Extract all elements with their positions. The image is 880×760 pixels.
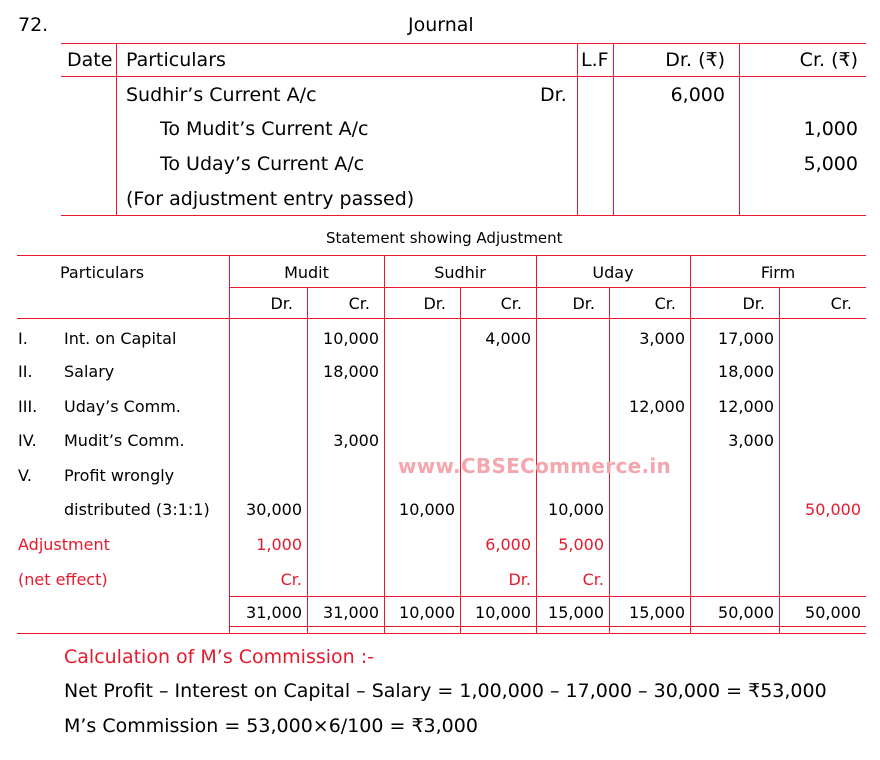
credit-amount: 5,000 bbox=[803, 153, 858, 175]
question-number: 72. bbox=[18, 14, 49, 36]
journal-divider bbox=[577, 43, 578, 215]
total-value: 50,000 bbox=[805, 603, 861, 622]
credit-account: To Uday’s Current A/c bbox=[160, 153, 365, 175]
watermark: www.CBSECommerce.in bbox=[398, 454, 672, 478]
cell-value: 10,000 bbox=[399, 500, 455, 519]
column-divider bbox=[779, 287, 780, 633]
total-value: 31,000 bbox=[246, 603, 302, 622]
cell-value: 17,000 bbox=[718, 329, 774, 348]
header-dr: Dr. (₹) bbox=[665, 49, 725, 71]
cell-value: 50,000 bbox=[805, 500, 861, 519]
journal-divider bbox=[116, 43, 117, 215]
totals-double-rule bbox=[229, 626, 866, 627]
subheader-dr: Dr. bbox=[423, 294, 446, 313]
credit-amount: 1,000 bbox=[803, 118, 858, 140]
subheader-cr: Cr. bbox=[830, 294, 852, 313]
debit-amount: 6,000 bbox=[670, 84, 725, 106]
row-label: Profit wrongly bbox=[64, 466, 175, 485]
statement-top-rule bbox=[17, 255, 866, 256]
total-value: 31,000 bbox=[323, 603, 379, 622]
row-number: I. bbox=[18, 329, 28, 348]
total-value: 10,000 bbox=[475, 603, 531, 622]
calculation-line-1: Net Profit – Interest on Capital – Salary = 1,00,000 – 17,000 – 30,000 = ₹53,000 bbox=[64, 680, 827, 702]
cell-value: 10,000 bbox=[548, 500, 604, 519]
group-header-sudhir: Sudhir bbox=[434, 263, 486, 282]
statement-subheader-rule bbox=[229, 287, 866, 288]
subheader-dr: Dr. bbox=[270, 294, 293, 313]
cell-value: Cr. bbox=[582, 570, 604, 589]
subheader-cr: Cr. bbox=[654, 294, 676, 313]
total-value: 50,000 bbox=[718, 603, 774, 622]
row-label: (net effect) bbox=[18, 570, 108, 589]
cell-value: 18,000 bbox=[718, 362, 774, 381]
row-number: III. bbox=[18, 397, 38, 416]
cell-value: 1,000 bbox=[256, 535, 302, 554]
calculation-heading: Calculation of M’s Commission :- bbox=[64, 646, 374, 668]
row-number: IV. bbox=[18, 431, 37, 450]
journal-title: Journal bbox=[408, 14, 474, 36]
row-label: Int. on Capital bbox=[64, 329, 177, 348]
calculation-line-2: M’s Commission = 53,000×6/100 = ₹3,000 bbox=[64, 715, 478, 737]
row-label: distributed (3:1:1) bbox=[64, 500, 210, 519]
cell-value: 3,000 bbox=[639, 329, 685, 348]
journal-divider bbox=[739, 43, 740, 215]
row-label: Adjustment bbox=[18, 535, 110, 554]
total-value: 10,000 bbox=[399, 603, 455, 622]
subheader-dr: Dr. bbox=[572, 294, 595, 313]
cell-value: Dr. bbox=[508, 570, 531, 589]
totals-top-rule bbox=[229, 596, 866, 597]
header-date: Date bbox=[67, 49, 113, 71]
row-label: Mudit’s Comm. bbox=[64, 431, 185, 450]
group-header-firm: Firm bbox=[760, 263, 796, 282]
dr-mark: Dr. bbox=[540, 84, 567, 106]
row-label: Salary bbox=[64, 362, 115, 381]
total-value: 15,000 bbox=[629, 603, 685, 622]
cell-value: 10,000 bbox=[323, 329, 379, 348]
row-label: Uday’s Comm. bbox=[64, 397, 181, 416]
row-number: II. bbox=[18, 362, 33, 381]
subheader-cr: Cr. bbox=[500, 294, 522, 313]
credit-account: To Mudit’s Current A/c bbox=[160, 118, 369, 140]
cell-value: 30,000 bbox=[246, 500, 302, 519]
cell-value: 18,000 bbox=[323, 362, 379, 381]
journal-top-rule bbox=[61, 43, 866, 44]
statement-bottom-rule bbox=[17, 633, 866, 634]
statement-particulars-header: Particulars bbox=[60, 263, 145, 282]
cell-value: 3,000 bbox=[333, 431, 379, 450]
total-value: 15,000 bbox=[548, 603, 604, 622]
cell-value: 4,000 bbox=[485, 329, 531, 348]
cell-value: 3,000 bbox=[728, 431, 774, 450]
journal-header-rule bbox=[61, 76, 866, 77]
statement-title: Statement showing Adjustment bbox=[326, 229, 563, 247]
journal-bottom-rule bbox=[61, 215, 866, 216]
statement-header-rule bbox=[17, 318, 866, 319]
debit-account: Sudhir’s Current A/c bbox=[126, 84, 317, 106]
journal-divider bbox=[613, 43, 614, 215]
cell-value: 12,000 bbox=[718, 397, 774, 416]
cell-value: 5,000 bbox=[558, 535, 604, 554]
cell-value: 12,000 bbox=[629, 397, 685, 416]
subheader-cr: Cr. bbox=[348, 294, 370, 313]
group-header-uday: Uday bbox=[592, 263, 634, 282]
cell-value: Cr. bbox=[280, 570, 302, 589]
header-lf: L.F bbox=[581, 49, 609, 71]
group-header-mudit: Mudit bbox=[284, 263, 329, 282]
row-number: V. bbox=[18, 466, 32, 485]
header-particulars: Particulars bbox=[126, 49, 226, 71]
cell-value: 6,000 bbox=[485, 535, 531, 554]
narration: (For adjustment entry passed) bbox=[126, 188, 415, 210]
header-cr: Cr. (₹) bbox=[799, 49, 858, 71]
subheader-dr: Dr. bbox=[742, 294, 765, 313]
